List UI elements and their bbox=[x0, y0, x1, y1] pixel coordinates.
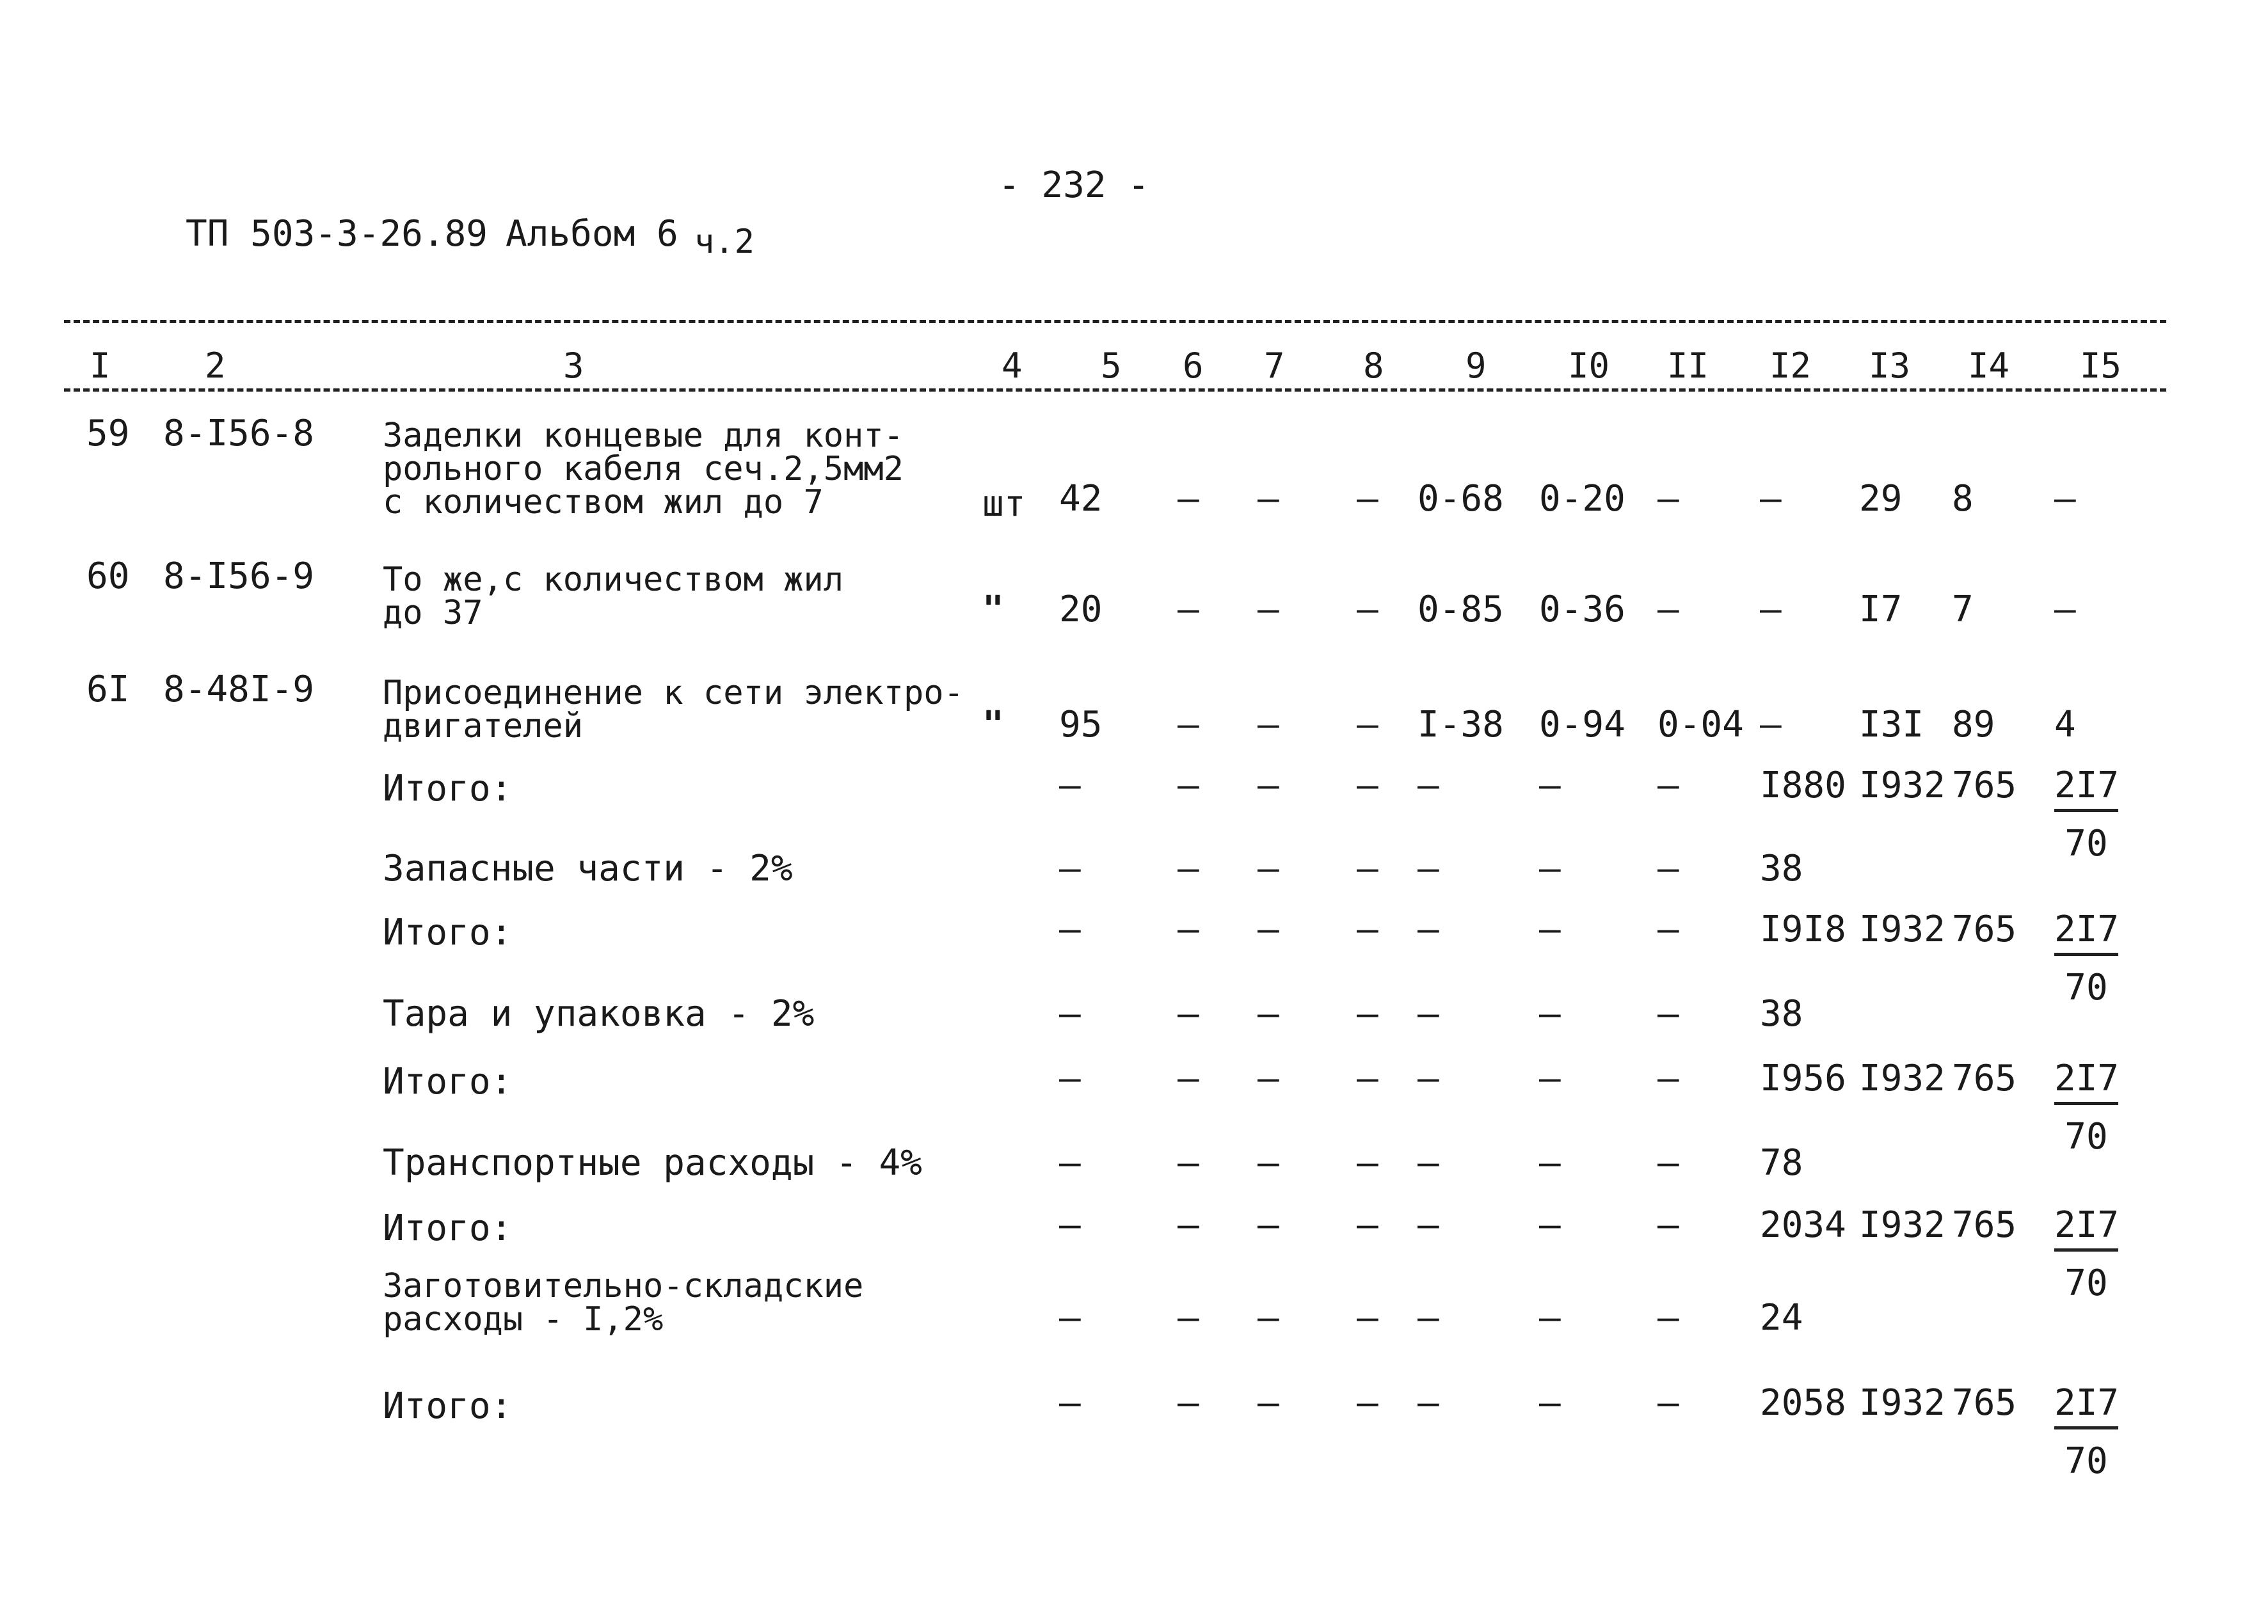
summary-c12: I9I8 bbox=[1760, 909, 1846, 950]
col-header-1: I bbox=[90, 346, 111, 386]
col-header-12: I2 bbox=[1769, 346, 1812, 386]
summary-c15-fraction bbox=[2054, 765, 2120, 864]
row-59-c14: 8 bbox=[1952, 478, 1974, 520]
table-top-rule bbox=[64, 320, 2166, 323]
summary-dash-c6: – bbox=[1178, 1297, 1199, 1339]
summary-c15-numerator: 2I7 bbox=[2054, 1207, 2118, 1252]
summary-label: Тара и упаковка - 2% bbox=[383, 993, 815, 1035]
col-header-13: I3 bbox=[1869, 346, 1911, 386]
album-label: Альбом 6 bbox=[506, 213, 678, 255]
row-59-num: 59 bbox=[86, 413, 130, 454]
summary-dash-c7: – bbox=[1258, 1142, 1279, 1184]
row-61-c15: 4 bbox=[2054, 704, 2076, 745]
row-60-c11: – bbox=[1657, 589, 1679, 630]
col-header-5: 5 bbox=[1101, 346, 1122, 386]
summary-dash-c7: – bbox=[1258, 993, 1279, 1035]
summary-dash-c9: – bbox=[1418, 1204, 1439, 1246]
doc-code: ТП 503-3-26.89 bbox=[186, 213, 488, 255]
summary-c15-fraction bbox=[2054, 1204, 2120, 1304]
row-60-code: 8-I56-9 bbox=[163, 555, 315, 597]
col-header-10: I0 bbox=[1568, 346, 1610, 386]
summary-dash-c9: – bbox=[1418, 765, 1439, 806]
row-61-desc: Присоединение к сети электро- двигателей bbox=[383, 674, 964, 745]
summary-c15-fraction bbox=[2054, 1382, 2120, 1482]
row-61-c6: – bbox=[1178, 704, 1199, 745]
summary-dash-c11: – bbox=[1657, 1058, 1679, 1099]
row-61-c9: I-38 bbox=[1418, 704, 1504, 745]
part-label: ч.2 bbox=[694, 223, 755, 261]
summary-dash-c11: – bbox=[1657, 1204, 1679, 1246]
col-header-3: 3 bbox=[563, 346, 584, 386]
summary-dash-c10: – bbox=[1539, 1142, 1561, 1184]
row-59-c9: 0-68 bbox=[1418, 478, 1504, 520]
summary-dash-c11: – bbox=[1657, 765, 1679, 806]
summary-dash-c5: – bbox=[1059, 1204, 1081, 1246]
col-header-11: II bbox=[1667, 346, 1709, 386]
row-61-c10: 0-94 bbox=[1539, 704, 1625, 745]
summary-c15-denominator: 70 bbox=[2064, 1116, 2108, 1158]
row-61-c7: – bbox=[1258, 704, 1279, 745]
summary-c15-numerator: 2I7 bbox=[2054, 1385, 2118, 1429]
summary-dash-c5: – bbox=[1059, 1142, 1081, 1184]
summary-dash-c9: – bbox=[1418, 1297, 1439, 1339]
summary-dash-c9: – bbox=[1418, 909, 1439, 950]
summary-c12: 38 bbox=[1760, 848, 1803, 889]
row-59-c13: 29 bbox=[1859, 478, 1903, 520]
summary-dash-c11: – bbox=[1657, 993, 1679, 1035]
col-header-2: 2 bbox=[205, 346, 226, 386]
summary-dash-c10: – bbox=[1539, 1297, 1561, 1339]
row-60-unit: " bbox=[982, 589, 1004, 630]
summary-c15-denominator: 70 bbox=[2064, 823, 2108, 864]
row-59-c12: – bbox=[1760, 478, 1782, 520]
col-header-6: 6 bbox=[1183, 346, 1204, 386]
row-61-c5: 95 bbox=[1059, 704, 1103, 745]
row-61-code: 8-48I-9 bbox=[163, 669, 315, 710]
row-59-c6: – bbox=[1178, 478, 1199, 520]
summary-dash-c8: – bbox=[1357, 765, 1378, 806]
summary-dash-c9: – bbox=[1418, 1382, 1439, 1424]
col-header-15: I5 bbox=[2080, 346, 2122, 386]
summary-c13: I932 bbox=[1859, 1204, 1945, 1246]
summary-c15-numerator: 2I7 bbox=[2054, 912, 2118, 956]
summary-dash-c5: – bbox=[1059, 1382, 1081, 1424]
page-number: - 232 - bbox=[998, 164, 1150, 206]
summary-dash-c11: – bbox=[1657, 1297, 1679, 1339]
row-59-c8: – bbox=[1357, 478, 1378, 520]
summary-c12: 24 bbox=[1760, 1297, 1803, 1339]
summary-c12: I880 bbox=[1760, 765, 1846, 806]
summary-dash-c6: – bbox=[1178, 1142, 1199, 1184]
row-59-c5: 42 bbox=[1059, 478, 1103, 520]
row-59-unit: шт bbox=[982, 483, 1026, 525]
summary-dash-c10: – bbox=[1539, 848, 1561, 889]
row-60-c12: – bbox=[1760, 589, 1782, 630]
row-60-c8: – bbox=[1357, 589, 1378, 630]
summary-dash-c10: – bbox=[1539, 909, 1561, 950]
summary-dash-c5: – bbox=[1059, 848, 1081, 889]
row-60-c10: 0-36 bbox=[1539, 589, 1625, 630]
row-61-num: 6I bbox=[86, 669, 130, 710]
row-60-c13: I7 bbox=[1859, 589, 1903, 630]
summary-c14: 765 bbox=[1952, 909, 2017, 950]
row-61-c11: 0-04 bbox=[1657, 704, 1744, 745]
summary-dash-c6: – bbox=[1178, 848, 1199, 889]
summary-dash-c6: – bbox=[1178, 993, 1199, 1035]
row-59-desc: Заделки концевые для конт- рольного кабеля сеч.2,5мм2 с количеством жил до 7 bbox=[383, 417, 904, 521]
summary-dash-c5: – bbox=[1059, 909, 1081, 950]
row-61-c13: I3I bbox=[1859, 704, 1924, 745]
col-header-9: 9 bbox=[1465, 346, 1487, 386]
summary-dash-c8: – bbox=[1357, 909, 1378, 950]
summary-dash-c11: – bbox=[1657, 848, 1679, 889]
row-59-c7: – bbox=[1258, 478, 1279, 520]
summary-label: Запасные части - 2% bbox=[383, 848, 793, 889]
summary-c12: 38 bbox=[1760, 993, 1803, 1035]
summary-c13: I932 bbox=[1859, 1382, 1945, 1424]
summary-dash-c5: – bbox=[1059, 765, 1081, 806]
summary-dash-c6: – bbox=[1178, 1204, 1199, 1246]
summary-dash-c5: – bbox=[1059, 1058, 1081, 1099]
row-61-c14: 89 bbox=[1952, 704, 1995, 745]
summary-dash-c7: – bbox=[1258, 1297, 1279, 1339]
summary-dash-c8: – bbox=[1357, 1204, 1378, 1246]
summary-dash-c8: – bbox=[1357, 993, 1378, 1035]
summary-label: Итого: bbox=[383, 768, 513, 809]
summary-c12: 78 bbox=[1760, 1142, 1803, 1184]
summary-dash-c7: – bbox=[1258, 1382, 1279, 1424]
summary-c12: 2058 bbox=[1760, 1382, 1846, 1424]
row-60-c5: 20 bbox=[1059, 589, 1103, 630]
summary-c15-numerator: 2I7 bbox=[2054, 768, 2118, 812]
summary-dash-c10: – bbox=[1539, 1058, 1561, 1099]
summary-label: Итого: bbox=[383, 912, 513, 953]
summary-dash-c7: – bbox=[1258, 765, 1279, 806]
summary-label: Итого: bbox=[383, 1385, 513, 1427]
summary-dash-c7: – bbox=[1258, 848, 1279, 889]
summary-dash-c9: – bbox=[1418, 993, 1439, 1035]
row-60-c14: 7 bbox=[1952, 589, 1974, 630]
summary-c13: I932 bbox=[1859, 909, 1945, 950]
row-60-c7: – bbox=[1258, 589, 1279, 630]
summary-dash-c11: – bbox=[1657, 1382, 1679, 1424]
summary-dash-c8: – bbox=[1357, 1058, 1378, 1099]
summary-dash-c9: – bbox=[1418, 1142, 1439, 1184]
row-61-c8: – bbox=[1357, 704, 1378, 745]
summary-dash-c6: – bbox=[1178, 1382, 1199, 1424]
summary-c15-numerator: 2I7 bbox=[2054, 1061, 2118, 1105]
summary-dash-c11: – bbox=[1657, 909, 1679, 950]
summary-dash-c10: – bbox=[1539, 1382, 1561, 1424]
summary-c12: 2034 bbox=[1760, 1204, 1846, 1246]
row-59-c11: – bbox=[1657, 478, 1679, 520]
summary-dash-c11: – bbox=[1657, 1142, 1679, 1184]
summary-dash-c8: – bbox=[1357, 1382, 1378, 1424]
summary-dash-c7: – bbox=[1258, 909, 1279, 950]
summary-dash-c8: – bbox=[1357, 848, 1378, 889]
row-60-desc: То же,с количеством жил до 37 bbox=[383, 561, 844, 632]
summary-dash-c10: – bbox=[1539, 765, 1561, 806]
summary-dash-c9: – bbox=[1418, 848, 1439, 889]
summary-c14: 765 bbox=[1952, 1382, 2017, 1424]
row-60-c6: – bbox=[1178, 589, 1199, 630]
col-header-7: 7 bbox=[1264, 346, 1285, 386]
summary-dash-c6: – bbox=[1178, 909, 1199, 950]
summary-c15-denominator: 70 bbox=[2064, 967, 2108, 1008]
summary-dash-c6: – bbox=[1178, 1058, 1199, 1099]
row-59-c10: 0-20 bbox=[1539, 478, 1625, 520]
summary-dash-c5: – bbox=[1059, 1297, 1081, 1339]
col-header-4: 4 bbox=[1002, 346, 1023, 386]
summary-c12: I956 bbox=[1760, 1058, 1846, 1099]
summary-c14: 765 bbox=[1952, 1058, 2017, 1099]
summary-dash-c7: – bbox=[1258, 1058, 1279, 1099]
col-header-8: 8 bbox=[1363, 346, 1384, 386]
row-60-num: 60 bbox=[86, 555, 130, 597]
summary-label: Транспортные расходы - 4% bbox=[383, 1142, 922, 1184]
row-59-c15: – bbox=[2054, 478, 2076, 520]
summary-c13: I932 bbox=[1859, 1058, 1945, 1099]
summary-c15-fraction bbox=[2054, 909, 2120, 1008]
summary-label: Итого: bbox=[383, 1207, 513, 1249]
summary-c13: I932 bbox=[1859, 765, 1945, 806]
table-header-rule bbox=[64, 388, 2166, 392]
summary-dash-c10: – bbox=[1539, 993, 1561, 1035]
row-60-c15: – bbox=[2054, 589, 2076, 630]
row-60-c9: 0-85 bbox=[1418, 589, 1504, 630]
summary-c14: 765 bbox=[1952, 765, 2017, 806]
row-59-code: 8-I56-8 bbox=[163, 413, 315, 454]
summary-dash-c5: – bbox=[1059, 993, 1081, 1035]
row-61-unit: " bbox=[982, 704, 1004, 745]
summary-label: Итого: bbox=[383, 1061, 513, 1103]
summary-dash-c7: – bbox=[1258, 1204, 1279, 1246]
summary-dash-c10: – bbox=[1539, 1204, 1561, 1246]
summary-dash-c6: – bbox=[1178, 765, 1199, 806]
summary-dash-c8: – bbox=[1357, 1142, 1378, 1184]
summary-c15-fraction bbox=[2054, 1058, 2120, 1158]
summary-dash-c8: – bbox=[1357, 1297, 1378, 1339]
summary-label: Заготовительно-складские расходы - I,2% bbox=[383, 1267, 864, 1339]
col-header-14: I4 bbox=[1968, 346, 2010, 386]
summary-c14: 765 bbox=[1952, 1204, 2017, 1246]
summary-dash-c9: – bbox=[1418, 1058, 1439, 1099]
summary-c15-denominator: 70 bbox=[2064, 1440, 2108, 1482]
row-61-c12: – bbox=[1760, 704, 1782, 745]
summary-c15-denominator: 70 bbox=[2064, 1262, 2108, 1304]
